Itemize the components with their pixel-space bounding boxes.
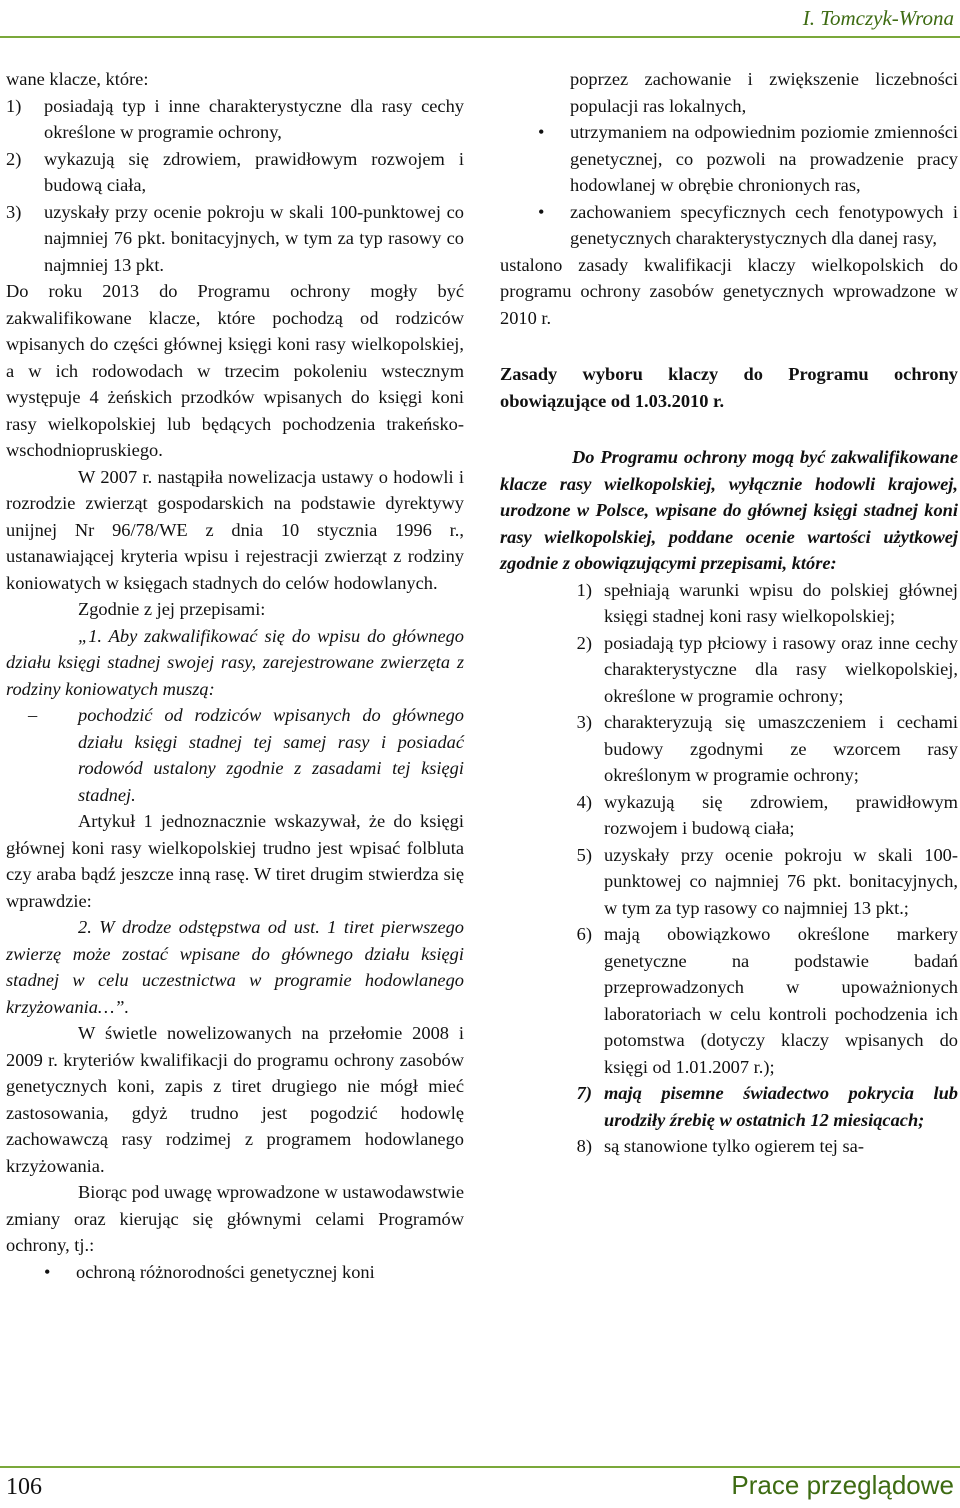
list-number: 2) — [576, 632, 592, 653]
list-text: są stanowione tylko ogierem tej sa- — [604, 1136, 864, 1156]
bullet-item — [500, 119, 958, 199]
paragraph — [6, 464, 464, 597]
page-number: 106 — [6, 1474, 42, 1500]
list-number: 5) — [576, 844, 592, 865]
list-number: 6) — [576, 924, 592, 944]
dash-mark: – — [28, 705, 38, 725]
bullet-icon: • — [538, 201, 545, 222]
quote: 2. W drodze odstępstwa od ust. 1 tiret pierwszego zwierzę może zostać wpisane do głównego działu księgi stadnej w celu uczestnictwa w programie hodowlanego krzyżowania…”. — [6, 917, 464, 1017]
paragraph: Biorąc pod uwagę wprowadzone w ustawodawstwie zmiany oraz kierując się głównymi celami Programów ochrony, tj.: — [6, 1182, 464, 1255]
list-text: posiadają typ płciowy i rasowy oraz inne cechy charakterystyczne dla rasy wielkopolskiej, określone w programie ochrony; — [604, 632, 958, 706]
paragraph-part: , ustanawiającej kryteria wpisu i rejestracji zwierząt z rodziny koniowatych w księgach stadnych do celów hodowlanych. — [6, 519, 464, 593]
paragraph: poprzez zachowanie i zwiększenie liczebności populacji ras lokalnych, — [570, 69, 958, 116]
list-item — [500, 921, 958, 1080]
list-text: wykazują się zdrowiem, prawidłowym rozwojem i budową ciała, — [44, 148, 464, 195]
list-number: 7) — [576, 1083, 592, 1103]
list-item — [500, 577, 958, 630]
list-number: 3) — [6, 201, 22, 222]
paragraph: wane klacze, które: — [6, 69, 149, 89]
list-number: 2) — [6, 148, 22, 169]
list-number: 8) — [576, 1136, 592, 1156]
left-column — [6, 66, 464, 1285]
quote: pochodzić od rodziców wpisanych do głównego działu księgi stadnej tej samej rasy i posiadać rodowód ustalony zgodnie z zasadami tej księgi stadnej. — [78, 705, 464, 805]
paragraph: Zgodnie z jej przepisami: — [78, 599, 266, 619]
list-number: 1) — [576, 579, 592, 600]
list-item — [6, 199, 464, 279]
list-item — [500, 1133, 958, 1160]
list-item — [500, 842, 958, 922]
bullet-text: zachowaniem specyficznych cech fenotypowych i genetycznych charakterystycznych dla danej rasy, — [570, 201, 958, 248]
paragraph: Do Programu ochrony mogą być zakwalifikowane klacze rasy wielkopolskiej, wyłącznie hodowli krajowej, urodzone w Polsce, wpisane do głównej księgi stadnej koni rasy wielkopolskiej, poddane ocenie wartości użytkowej zgodnie z obowiązującymi przepisami, które: — [500, 447, 958, 573]
quote-dash-item — [6, 702, 464, 808]
footer-rule — [0, 1466, 960, 1468]
list-item — [500, 630, 958, 710]
list-text: posiadają typ i inne charakterystyczne dla rasy cechy określone w programie ochrony, — [44, 95, 464, 142]
list-item — [500, 709, 958, 789]
bullet-text: ochroną różnorodności genetycznej koni — [76, 1261, 375, 1282]
list-item — [6, 146, 464, 199]
paragraph: ustalono zasady kwalifikacji klaczy wielkopolskich do programu ochrony zasobów genetycznych wprowadzone w 2010 r. — [500, 254, 958, 328]
list-item — [500, 1080, 958, 1133]
paragraph: W świetle nowelizowanych na przełomie 2008 i 2009 r. kryteriów kwalifikacji do programu ochrony zasobów genetycznych koni, zapis z tiret drugiego nie mógł mieć zastosowania, gdyż trudno jest pogodzić hodowlę zachowawczą rasy rodzimej z programem hodowlanego krzyżowania. — [6, 1023, 464, 1176]
list-item — [6, 93, 464, 146]
quote: „1. Aby zakwalifikować się do wpisu do głównego działu księgi stadnej swojej rasy, zarejestrowane zwierzęta z rodziny koniowatych muszą: — [6, 625, 464, 699]
list-number: 3) — [576, 712, 592, 732]
journal-section-title: Prace przeglądowe — [731, 1470, 954, 1500]
list-text: mają obowiązkowo określone markery genetyczne na podstawie badań przeprowadzonych w upoważnionych laboratoriach w celu kontroli pochodzenia ich potomstwa (dotyczy klaczy wpisanych do księgi od 1.01.2007 r.); — [604, 924, 958, 1077]
right-column — [500, 66, 958, 1160]
list-text: spełniają warunki wpisu do polskiej głównej księgi stadnej koni rasy wielkopolskiej; — [604, 579, 958, 626]
bullet-item — [500, 199, 958, 252]
list-item — [500, 789, 958, 842]
header-rule — [0, 36, 960, 38]
list-text: charakteryzują się umaszczeniem i cechami budowy zgodnymi ze wzorcem rasy określonym w programie ochrony; — [604, 712, 958, 785]
running-header-author: I. Tomczyk-Wrona — [802, 6, 954, 30]
list-text: uzyskały przy ocenie pokroju w skali 100-punktowej co najmniej 76 pkt. bonitacyjnych, w tym za typ rasowy co najmniej 13 pkt.; — [604, 844, 958, 918]
bullet-icon: • — [538, 122, 545, 142]
section-heading: Zasady wyboru klaczy do Programu ochrony obowiązujące od 1.03.2010 r. — [500, 364, 958, 411]
list-text: mają pisemne świadectwo pokrycia lub urodziły źrebię w ostatnich 12 miesiącach; — [604, 1083, 958, 1130]
paragraph: Do roku 2013 do Programu ochrony mogły być zakwalifikowane klacze, które pochodzą od rodziców wpisanych do części głównej księgi koni rasy wielkopolskiej, a w ich rodowodach w trzecim pokoleniu wstecznym występuje 4 żeńskich przodków wpisanych do księgi koni rasy wielkopolskiej lub będących pochodzenia trakeńsko-wschodniopruskiego. — [6, 281, 464, 460]
bullet-text: utrzymaniem na odpowiednim poziomie zmienności genetycznej, co pozwoli na prowadzenie pracy hodowlanej w obrębie chronionych ras, — [570, 122, 958, 195]
list-text: uzyskały przy ocenie pokroju w skali 100-punktowej co najmniej 76 pkt. bonitacyjnych, w tym za typ rasowy co najmniej 13 pkt. — [44, 201, 464, 275]
paragraph-part: W 2007 r. nastąpiła nowelizacja ustawy o hodowli i rozrodzie zwierząt gospodarskich na podstawie dyrektywy unijnej Nr 96/78/WE z dnia 10 stycznia 1996 r. — [6, 466, 464, 540]
bullet-icon: • — [44, 1261, 51, 1282]
bullet-item — [6, 1259, 464, 1286]
list-number: 4) — [576, 791, 592, 812]
list-number: 1) — [6, 95, 22, 116]
paragraph: Artykuł 1 jednoznacznie wskazywał, że do księgi głównej koni rasy wielkopolskiej trudno jest wpisać folbluta czy araba bądź jeszcze inną rasę. W tiret drugim stwierdza się wprawdzie: — [6, 811, 464, 911]
list-text: wykazują się zdrowiem, prawidłowym rozwojem i budową ciała; — [604, 791, 958, 838]
